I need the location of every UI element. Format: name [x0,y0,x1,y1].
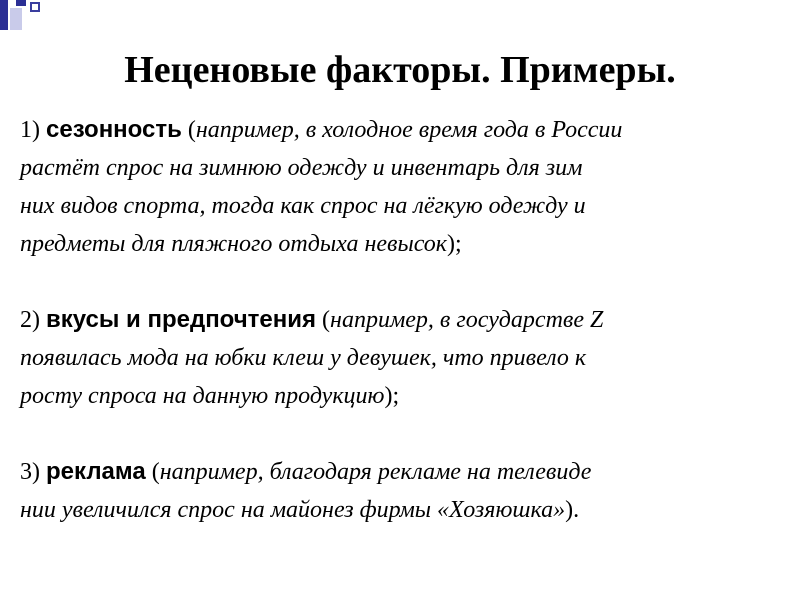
factor-item-tastes [20,301,780,415]
item-number: 1) [20,117,40,143]
paren-close: ). [565,497,580,523]
text-line [20,111,780,149]
decor-square [10,8,22,30]
example-text: них видов спорта, тогда как спрос на лёгкую одежду и [20,193,586,219]
paren-close: ); [446,231,462,257]
example-text: нии увеличился спрос на майонез фирмы «Хозяюшка» [20,497,566,523]
text-line [20,377,780,415]
example-text: появилась мода на юбки клеш у девушек, что привело к [20,345,587,371]
text-line [20,301,780,339]
text-line [20,453,780,491]
paren-open: ( [187,117,196,143]
factor-list [20,111,780,529]
factor-term: вкусы и предпочтения [46,306,317,333]
item-number: 3) [20,459,40,485]
paren-open: ( [151,459,160,485]
text-line [20,225,780,263]
slide-title: Неценовые факторы. Примеры. [124,49,676,92]
example-text: например, в холодное время года в России [195,117,623,143]
factor-term: сезонность [46,116,182,143]
example-text: растёт спрос на зимнюю одежду и инвентарь для зим [20,155,583,181]
paren-close: ); [384,383,400,409]
text-line [20,491,780,529]
decor-square [0,0,8,30]
factor-item-advertising [20,453,780,529]
paren-open: ( [322,307,331,333]
example-text: например, в государстве Z [330,307,604,333]
corner-decoration [0,0,60,40]
example-text: росту спроса на данную продукцию [20,383,385,409]
factor-term: реклама [46,458,146,485]
factor-item-seasonality [20,111,780,263]
decor-square [30,2,40,12]
decor-square [16,0,26,6]
example-text: предметы для пляжного отдыха невысок [20,231,447,257]
item-number: 2) [20,307,40,333]
example-text: например, благодаря рекламе на телевиде [159,459,592,485]
